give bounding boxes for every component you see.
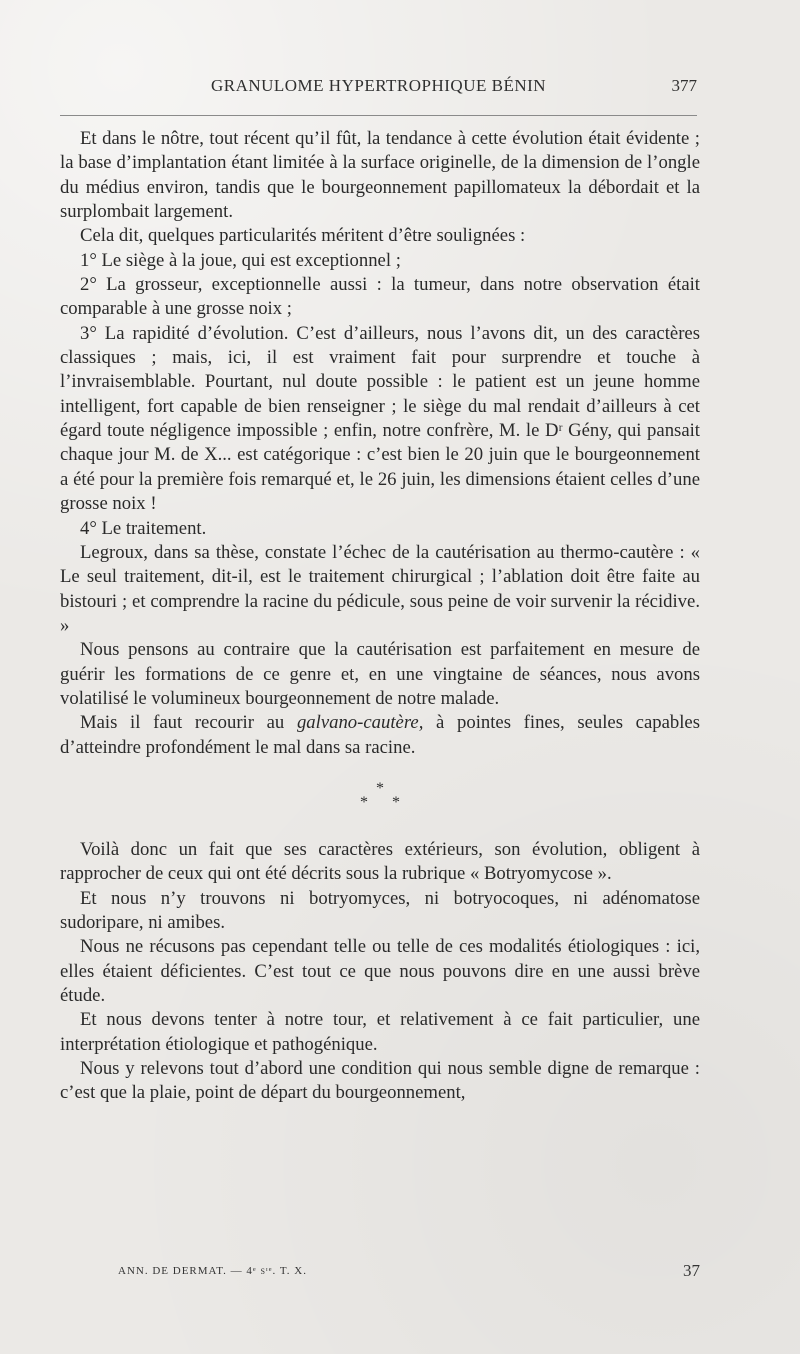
footer-page-number: 37 — [683, 1261, 700, 1280]
paragraph-9-after: à pointes fines, seules capables d’atteindre profondément le mal dans sa racine. — [60, 712, 700, 758]
running-title: GRANULOME HYPERTROPHIQUE BÉNIN — [210, 76, 547, 95]
paragraph-10: Voilà donc un fait que ses caractères extérieurs, son évolution, obligent à rapprocher de ceux qui ont été décrits sous la rubrique « Botryomycose ». — [60, 838, 700, 885]
paragraph-11: Et nous n’y trouvons ni botryomyces, ni botryocoques, ni adénomatose sudoripare, ni amibes. — [60, 887, 700, 933]
asterism-bottom: * * — [360, 793, 410, 811]
paragraph-7: Legroux, dans sa thèse, constate l’échec de la cautérisation au thermo-cautère : « Le seul traitement, dit-il, est le traitement chirurgical ; l’ablation doit être faite au bistouri ; et comprendre la racine du pédicule, sous peine de voir survenir la récidive. » — [60, 541, 700, 636]
paragraph-2: Cela dit, quelques particularités méritent d’être soulignées : — [80, 225, 526, 247]
paragraph-5: 3° La rapidité d’évolution. C’est d’ailleurs, nous l’avons dit, un des caractères classiques ; mais, ici, il est vraiment fait pour surprendre et touche à l’invraisemblable. Pourtant, nul doute possible : le patient est un jeune homme intelligent, fort capable de bien renseigner ; le siège du mal rendait d’ailleurs à cet égard toute négligence impossible ; enfin, notre confrère, M. le Dʳ Gény, qui pansait chaque jour M. de X... est catégorique : c’est bien le 20 juin que le bourgeonnement a été pour la première fois remarqué et, le 26 juin, les dimensions étaient celles d’une grosse noix ! — [60, 322, 700, 515]
page-header — [60, 76, 697, 100]
body-text — [60, 127, 700, 1106]
header-rule — [60, 115, 697, 116]
paragraph-13: Et nous devons tenter à notre tour, et relativement à ce fait particulier, une interprétation étiologique et pathogénique. — [60, 1009, 700, 1055]
emphasis-galvano-cautere: galvano-cautère, — [296, 712, 424, 734]
signature-line: ANN. DE DERMAT. — 4ᵉ sᶦᵉ. T. X. — [118, 1265, 307, 1277]
section-asterism — [60, 779, 700, 811]
page-footer — [118, 1261, 700, 1287]
paragraph-3: 1° Le siège à la joue, qui est exceptionnel ; — [80, 249, 401, 271]
paragraph-4: 2° La grosseur, exceptionnelle aussi : la tumeur, dans notre observation était comparable à une grosse noix ; — [60, 274, 700, 320]
paragraph-8: Nous pensons au contraire que la cautérisation est parfaitement en mesure de guérir les formations de ce genre et, en une vingtaine de séances, nous avons volatilisé le volumineux bourgeonnement de notre malade. — [60, 639, 700, 709]
paragraph-9 — [60, 711, 700, 760]
paragraph-9-before: Mais il faut recourir au — [80, 712, 297, 734]
paragraph-12: Nous ne récusons pas cependant telle ou telle de ces modalités étiologiques : ici, elles étaient déficientes. C’est tout ce que nous pouvons dire en une aussi brève étude. — [60, 936, 700, 1006]
paragraph-1: Et dans le nôtre, tout récent qu’il fût, la tendance à cette évolution était évidente ; la base d’implantation étant limitée à la surface originelle, de la dimension de l’ongle du médius environ, tandis que le bourgeonnement papillomateux la débordait et la surplombait largement. — [60, 128, 700, 223]
paragraph-14: Nous y relevons tout d’abord une condition qui nous semble digne de remarque : c’est que la plaie, point de départ du bourgeonnement, — [60, 1058, 700, 1104]
paragraph-6: 4° Le traitement. — [80, 517, 207, 539]
page-number: 377 — [671, 76, 697, 95]
asterism-top: * — [376, 779, 384, 797]
